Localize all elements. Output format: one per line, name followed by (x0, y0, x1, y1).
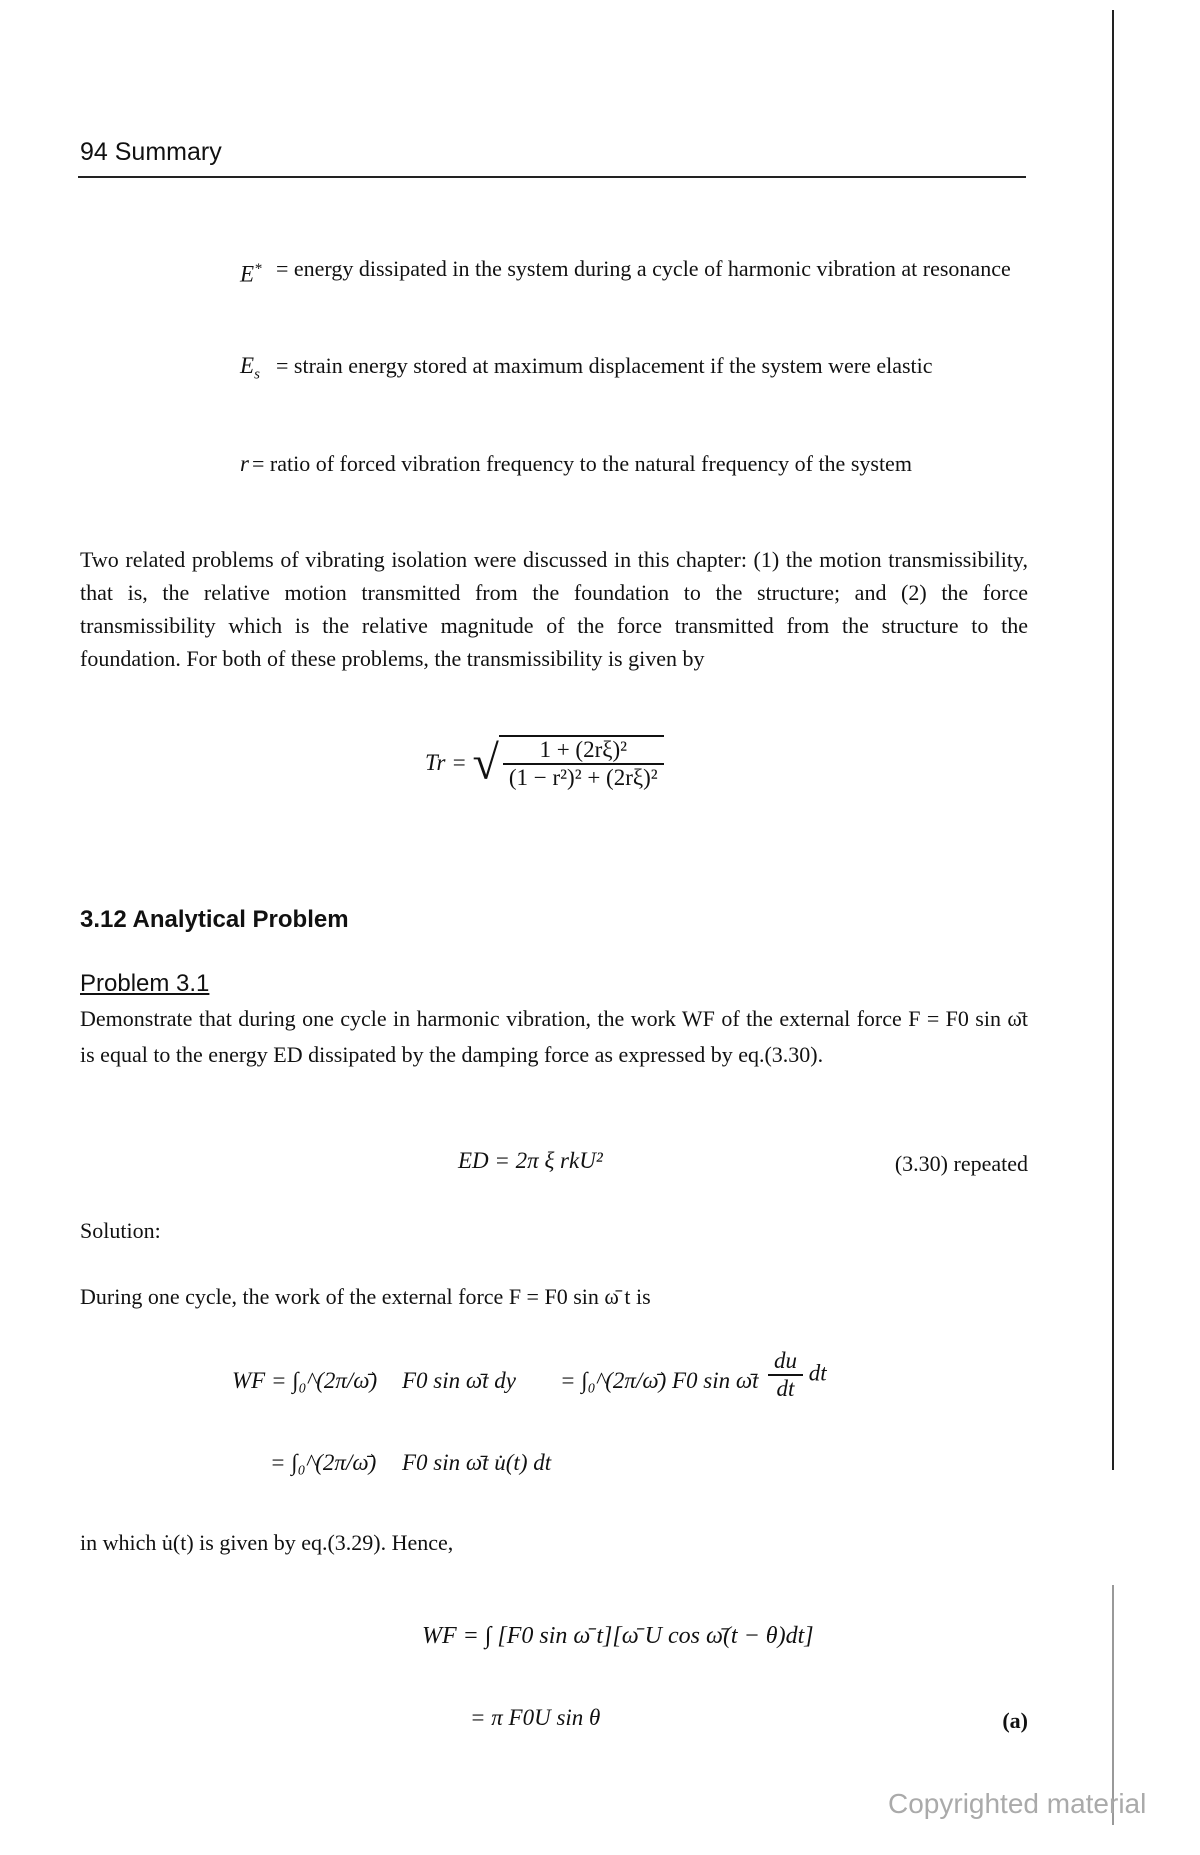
page-edge-line-top (1112, 10, 1114, 1470)
definition-r-text: = ratio of forced vibration frequency to the natural frequency of the system (252, 451, 912, 476)
copyright-watermark: Copyrighted material (888, 1788, 1147, 1819)
summary-paragraph: Two related problems of vibrating isolation were discussed in this chapter: (1) the motion transmissibility, that is, the relative motion transmitted from the foundation to the structure; and (2) the force transmissibility which is the relative magnitude of the force transmitted from the structure to the foundation. For both of these problems, the transmissibility is given by (80, 547, 1028, 671)
problem-statement: Demonstrate that during one cycle in harmonic vibration, the work WF of the external force F = F0 sin ω̄t is equal to the energy ED dissipated by the damping force as expressed by eq.(3.30). (80, 1006, 1028, 1067)
definition-es: $E_s$ = strain energy stored at maximum displacement if the system were elastic (240, 350, 1032, 391)
page-header: 94 Summary (80, 138, 222, 166)
section-title: 3.12 Analytical Problem (80, 906, 349, 933)
derivative-denominator: dt (768, 1374, 803, 1402)
definition-r: r = ratio of forced vibration frequency to the natural frequency of the system (240, 448, 1032, 480)
derivative-dt: dt (808, 1360, 827, 1386)
final-eq-tag: (a) (1002, 1708, 1028, 1733)
work-eq-line1-lhs: WF = ∫₀^(2π/ω̄) (232, 1368, 378, 1393)
equation-3-30-tag: (3.30) repeated (894, 1151, 1028, 1176)
work-eq-line1-rhs: = ∫₀^(2π/ω̄) F0 sin ω̄t (560, 1368, 759, 1393)
transmissibility-denominator: (1 − r²)² + (2rξ)² (503, 763, 664, 791)
definition-e-star: E* = energy dissipated in the system during a cycle of harmonic vibration at resonance (240, 253, 1032, 291)
header-rule (78, 176, 1026, 178)
work-eq-line2-lhs: = ∫₀^(2π/ω̄) (270, 1450, 377, 1475)
definition-es-text: = strain energy stored at maximum displacement if the system were elastic (276, 353, 933, 378)
derivative-numerator: du (774, 1348, 797, 1373)
work-eq-line2-mid: F0 sin ω̄t u̇(t) dt (402, 1450, 552, 1475)
final-eq-line2: = π F0U sin θ (470, 1705, 601, 1730)
which-line: in which u̇(t) is given by eq.(3.29). Hence, (80, 1530, 454, 1555)
cycle-line: During one cycle, the work of the external force F = F0 sin ω̄ t is (80, 1284, 651, 1309)
definition-e-star-text: = energy dissipated in the system during a cycle of harmonic vibration at resonance (276, 256, 1011, 281)
transmissibility-equation: Tr = √ $\frac{\text{1 + (2rξ)²}}{\text{(1 − r²)² + (2rξ)²}}$ (425, 735, 664, 791)
work-eq-derivative (768, 1348, 827, 1402)
solution-label: Solution: (80, 1218, 161, 1243)
transmissibility-numerator: 1 + (2rξ)² (539, 737, 628, 762)
work-eq-line1-mid: F0 sin ω̄t dy (402, 1368, 516, 1393)
problem-title: Problem 3.1 (80, 970, 210, 997)
transmissibility-lhs: Tr = (425, 750, 467, 775)
equation-3-30: ED = 2π ξ rkU² (458, 1148, 603, 1173)
final-eq-line1: WF = ∫ [F0 sin ω̄ t][ω̄ U cos ω̄(t − θ)dt] (422, 1623, 814, 1649)
